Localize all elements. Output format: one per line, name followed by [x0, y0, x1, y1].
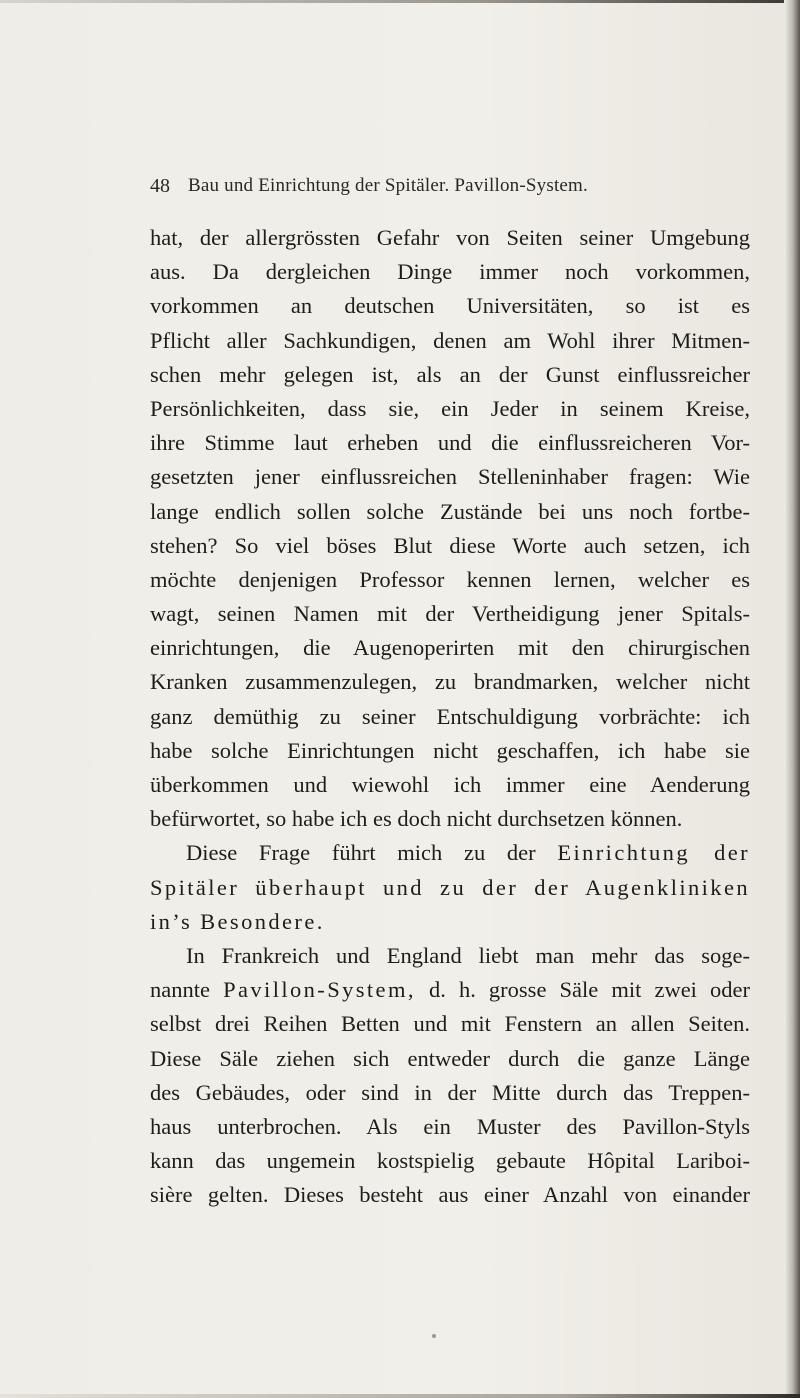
text-line: des Gebäudes, oder sind in der Mitte durch das Treppen- [150, 1079, 750, 1105]
body-text [150, 221, 750, 1212]
text-line: ganz demüthig zu seiner Entschuldigung vorbrächte: ich [150, 703, 750, 729]
page-number: 48 [150, 175, 170, 197]
text-line: In Frankreich und England liebt man mehr das soge- [186, 942, 750, 968]
text-line: kann das ungemein kostspielig gebaute Hôpital Lariboi- [150, 1148, 750, 1174]
text-line: haus unterbrochen. Als ein Muster des Pavillon-Styls [150, 1113, 750, 1139]
text-run: d. h. grosse Säle mit zwei oder [428, 977, 751, 1003]
text-line: sière gelten. Dieses besteht aus einer Anzahl von einander [150, 1182, 750, 1208]
spaced-text-run: Pavillon-System, [223, 977, 416, 1003]
text-line: Kranken zusammenzulegen, zu brandmarken, welcher nicht [150, 669, 750, 695]
right-page-edge [784, 0, 800, 1398]
text-line [150, 836, 750, 870]
text-line: Persönlichkeiten, dass sie, ein Jeder in seinem Kreise, [150, 395, 750, 421]
text-line: Pflicht aller Sachkundigen, denen am Wohl ihrer Mitmen- [150, 327, 750, 353]
text-line: überkommen und wiewohl ich immer eine Aenderung [150, 772, 750, 797]
spaced-text-run: Einrichtung der [557, 840, 750, 866]
running-head [150, 172, 750, 200]
text-line: hat, der allergrössten Gefahr von Seiten seiner Umgebung [150, 225, 750, 250]
text-line: habe solche Einrichtungen nicht geschaffen, ich habe sie [150, 737, 750, 763]
text-line: Spitäler überhaupt und zu der der Augenkliniken [150, 874, 750, 900]
bottom-page-edge [0, 1394, 800, 1398]
text-line: gesetzten jener einflussreichen Stelleninhaber fragen: Wie [150, 464, 750, 490]
text-line: aus. Da dergleichen Dinge immer noch vorkommen, [150, 259, 750, 285]
text-line: Diese Säle ziehen sich entweder durch die ganze Länge [150, 1045, 750, 1071]
top-page-edge [0, 0, 800, 3]
text-line: ihre Stimme laut erheben und die einflussreicheren Vor- [150, 430, 750, 456]
text-line: vorkommen an deutschen Universitäten, so ist es [150, 293, 750, 319]
running-title: Bau und Einrichtung der Spitäler. Pavillon-System. [188, 175, 588, 196]
text-run: Diese Frage führt mich zu der [186, 840, 536, 866]
text-line: stehen? So viel böses Blut diese Worte auch setzen, ich [150, 532, 750, 558]
text-line: befürwortet, so habe ich es doch nicht durchsetzen können. [150, 806, 683, 832]
text-line: selbst drei Reihen Betten und mit Fenstern an allen Seiten. [150, 1011, 750, 1037]
text-line: lange endlich sollen solche Zustände bei uns noch fortbe- [150, 498, 750, 524]
text-run: nannte [150, 977, 210, 1003]
text-line: in’s Besondere. [150, 908, 325, 934]
text-line: einrichtungen, die Augenoperirten mit den chirurgischen [150, 635, 750, 661]
text-line: schen mehr gelegen ist, als an der Gunst einflussreicher [150, 361, 750, 387]
text-line: wagt, seinen Namen mit der Vertheidigung jener Spitals- [150, 601, 750, 627]
ink-speck [432, 1334, 436, 1338]
text-line: möchte denjenigen Professor kennen lernen, welcher es [150, 566, 750, 592]
text-line [150, 973, 750, 1007]
